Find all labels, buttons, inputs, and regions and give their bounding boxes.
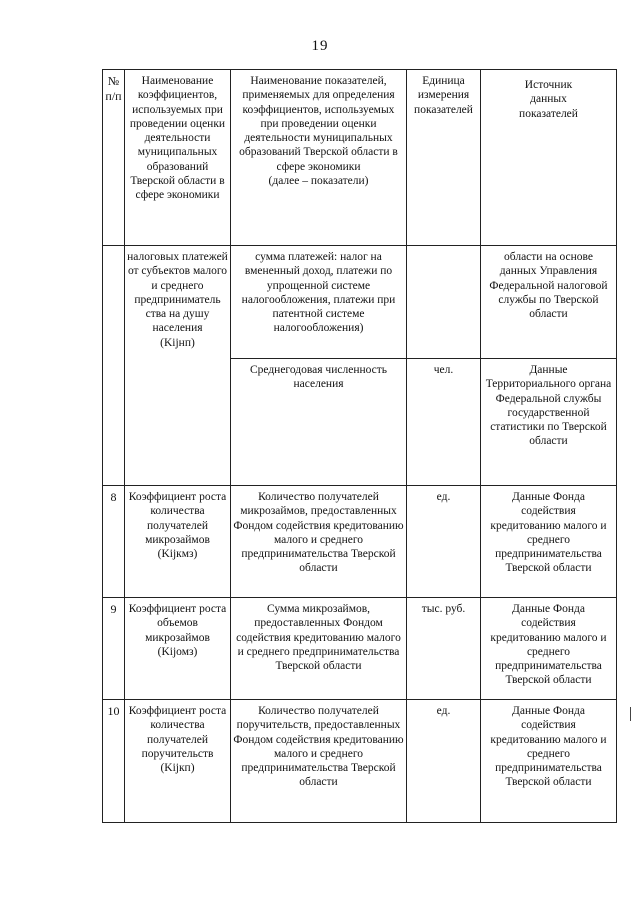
cell-unit: ед. bbox=[407, 486, 481, 598]
cell-number: 10 bbox=[103, 700, 125, 823]
cell-coefficient: Коэффициент роста объемов микрозаймов (Kijомз) bbox=[125, 598, 231, 700]
cell-number: 9 bbox=[103, 598, 125, 700]
cell-number-empty bbox=[103, 246, 125, 486]
cell-indicator-tax: сумма платежей: налог на вмененный доход, платежи по упрощенной системе налогообложения, платежи при патентной системе налогообложения) bbox=[231, 246, 407, 359]
page-number: 19 bbox=[311, 38, 329, 54]
cell-coefficient: Коэффициент роста количества получателей поручительств (Kijкп) bbox=[125, 700, 231, 823]
table-row bbox=[103, 598, 617, 700]
cell-unit: ед. bbox=[407, 700, 481, 823]
cell-source-population: Данные Территориального органа Федеральной службы государственной статистики по Тверской области bbox=[481, 359, 617, 486]
cell-unit: тыс. руб. bbox=[407, 598, 481, 700]
cell-indicator: Количество получателей микрозаймов, предоставленных Фондом содействия кредитованию малого и среднего предпринимательства Тверской области bbox=[231, 486, 407, 598]
table-row bbox=[103, 700, 617, 823]
header-indicator-name: Наименование показателей, применяемых для определения коэффициентов, используемых при проведении оценки деятельности муниципальных образований Тверской области в сфере экономики (далее – показатели) bbox=[231, 70, 407, 246]
header-unit: Единица измерения показателей bbox=[407, 70, 481, 246]
cell-unit-population: чел. bbox=[407, 359, 481, 486]
table-row bbox=[103, 486, 617, 598]
header-source: Источник данных показателей bbox=[481, 70, 617, 246]
header-number: № п/п bbox=[103, 70, 125, 246]
cell-coefficient: Коэффициент роста количества получателей микрозаймов (Kijкмз) bbox=[125, 486, 231, 598]
cell-source-tax: области на основе данных Управления Федеральной налоговой службы по Тверской области bbox=[481, 246, 617, 359]
cell-indicator-population: Среднегодовая численность населения bbox=[231, 359, 407, 486]
cell-indicator: Сумма микрозаймов, предоставленных Фондом содействия кредитованию малого и среднего предпринимательства Тверской области bbox=[231, 598, 407, 700]
cell-indicator: Количество получателей поручительств, предоставленных Фондом содействия кредитованию малого и среднего предпринимательства Тверской области bbox=[231, 700, 407, 823]
cell-coefficient-tax: налоговых платежей от субъектов малого и среднего предприниматель ства на душу населения (Kijнп) bbox=[125, 246, 231, 486]
cell-source: Данные Фонда содействия кредитованию малого и среднего предпринимательства Тверской области bbox=[481, 486, 617, 598]
cell-source: Данные Фонда содействия кредитованию малого и среднего предпринимательства Тверской области bbox=[481, 598, 617, 700]
table-row-tax-payments bbox=[103, 246, 617, 359]
header-coefficient-name: Наименование коэффициентов, используемых при проведении оценки деятельности муниципальных образований Тверской области в сфере экономики bbox=[125, 70, 231, 246]
coefficients-table bbox=[102, 69, 617, 823]
cell-unit-tax bbox=[407, 246, 481, 359]
cell-number: 8 bbox=[103, 486, 125, 598]
cell-source: Данные Фонда содействия кредитованию малого и среднего предпринимательства Тверской области bbox=[481, 700, 617, 823]
scan-margin-mark bbox=[630, 707, 631, 721]
table-header-row bbox=[103, 70, 617, 246]
